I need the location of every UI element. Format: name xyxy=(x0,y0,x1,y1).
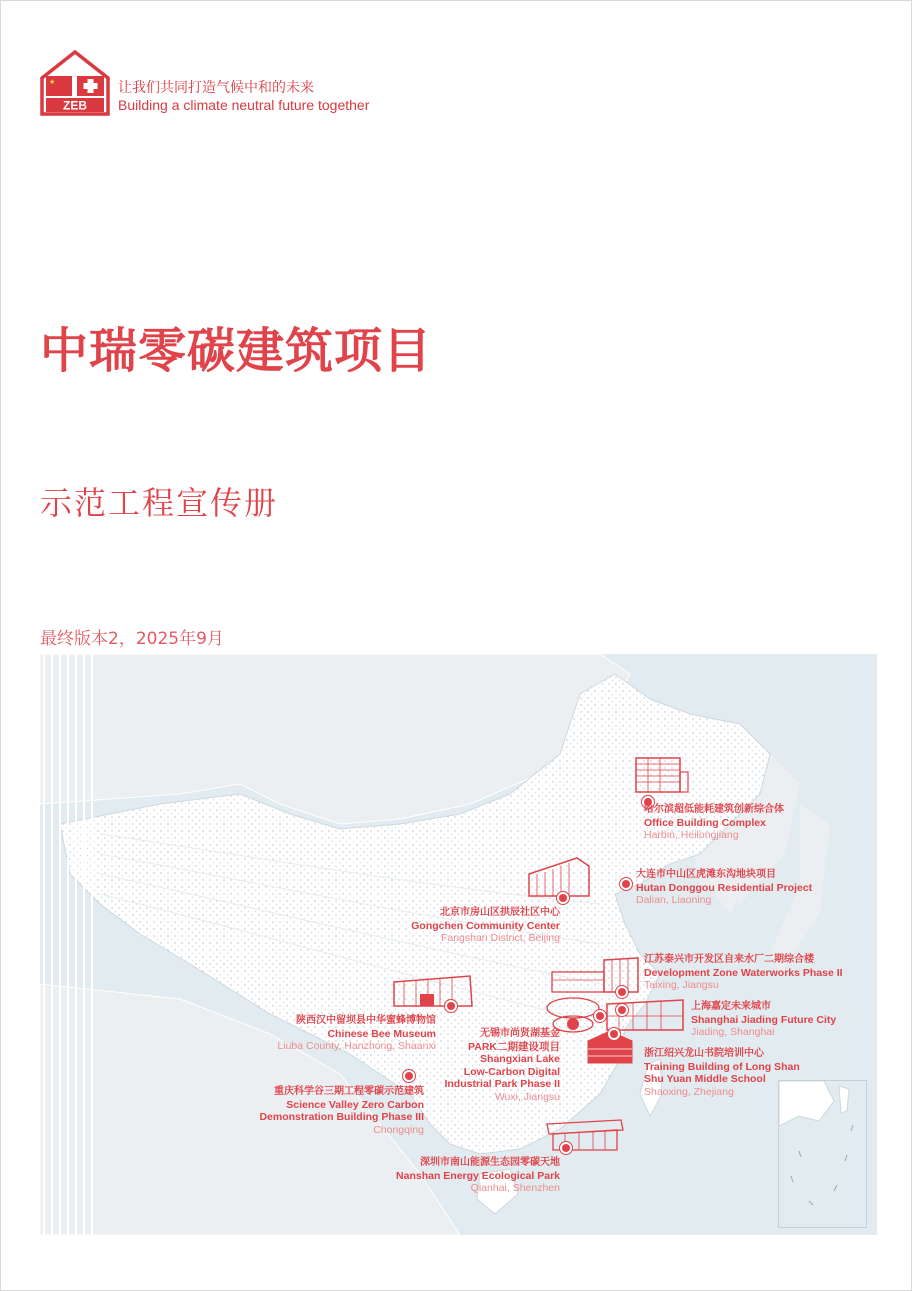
tagline-en: Building a climate neutral future together xyxy=(118,97,370,113)
project-marker-taixing[interactable] xyxy=(616,986,628,998)
version-date: 最终版本2，2025年9月 xyxy=(40,629,224,649)
tagline-cn: 让我们共同打造气候中和的未来 xyxy=(118,80,314,96)
tagline xyxy=(118,80,369,114)
shenzhen-building-icon xyxy=(545,1116,625,1152)
taixing-building-icon xyxy=(550,954,642,994)
project-label-beijing: 北京市房山区拱辰社区中心 Gongchen Community Center Fangshan District, Beijing xyxy=(411,907,560,944)
project-label-harbin: 哈尔滨超低能耗建筑创新综合体 Office Building Complex Harbin, Heilongjiang xyxy=(644,804,784,841)
south-china-sea-inset xyxy=(778,1080,867,1228)
project-marker-shenzhen[interactable] xyxy=(560,1142,572,1154)
project-label-wuxi: 无锡市尚贤湖基金 PARK二期建设项目 Shangxian Lake Low-Carbon Digital Industrial Park Phase II Wuxi, Jiangsu xyxy=(444,1028,560,1103)
project-marker-chongqing[interactable] xyxy=(403,1070,415,1082)
beijing-building-icon xyxy=(527,856,591,898)
svg-text:★: ★ xyxy=(49,78,56,86)
project-marker-shaoxing[interactable] xyxy=(608,1028,620,1040)
project-marker-shanghai[interactable] xyxy=(616,1004,628,1016)
project-marker-wuxi[interactable] xyxy=(594,1010,606,1022)
project-label-bee-museum: 陕西汉中留坝县中华蜜蜂博物馆 Chinese Bee Museum Liuba County, Hanzhong, Shaanxi xyxy=(277,1015,436,1052)
project-marker-bee-museum[interactable] xyxy=(445,1000,457,1012)
harbin-building-icon xyxy=(634,754,690,794)
bee-museum-building-icon xyxy=(392,972,474,1008)
project-label-dalian: 大连市中山区虎滩东沟地块项目 Hutan Donggou Residential Project Dalian, Liaoning xyxy=(636,869,813,906)
decorative-stripes xyxy=(40,654,100,1235)
project-marker-dalian[interactable] xyxy=(620,878,632,890)
project-label-taixing: 江苏泰兴市开发区自来水厂二期综合楼 Development Zone Waterworks Phase II Taixing, Jiangsu xyxy=(644,954,843,991)
page-title: 中瑞零碳建筑项目 xyxy=(40,323,433,379)
project-label-shenzhen: 深圳市南山能源生态园零碳天地 Nanshan Energy Ecological Park Qianhai, Shenzhen xyxy=(396,1157,560,1194)
svg-text:ZEB: ZEB xyxy=(63,98,87,113)
china-map-illustration xyxy=(40,654,877,1235)
project-label-shaoxing: 浙江绍兴龙山书院培训中心 Training Building of Long Shan Shu Yuan Middle School Shaoxing, Zhejiang xyxy=(644,1048,800,1098)
zeb-logo xyxy=(40,50,110,116)
project-map xyxy=(40,654,877,1235)
project-label-shanghai: 上海嘉定未来城市 Shanghai Jiading Future City Jiading, Shanghai xyxy=(691,1001,837,1038)
project-label-chongqing: 重庆科学谷三期工程零碳示范建筑 Science Valley Zero Carbon Demonstration Building Phase III Chongqing xyxy=(259,1086,424,1136)
project-marker-beijing[interactable] xyxy=(557,892,569,904)
page-subtitle: 示范工程宣传册 xyxy=(40,484,279,522)
